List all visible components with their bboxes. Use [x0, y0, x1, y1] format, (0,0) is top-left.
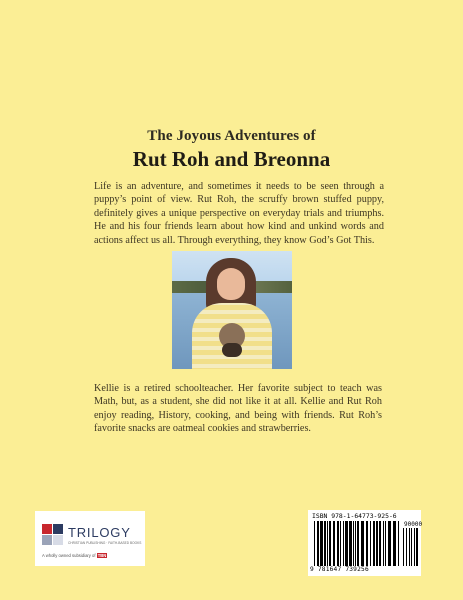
- barcode-bar: [393, 521, 396, 566]
- price-code: 90000: [404, 521, 423, 528]
- barcode-bar: [327, 521, 328, 566]
- barcode-bar: [357, 521, 359, 566]
- barcode-bar: [324, 521, 326, 566]
- barcode-bar: [388, 521, 391, 566]
- barcode-bar: [398, 521, 399, 566]
- barcode-bar: [416, 528, 418, 566]
- barcode-bar: [403, 528, 404, 566]
- isbn-barcode: [308, 510, 421, 576]
- publisher-subsidiary-line: A wholly owned subsidiary of TBN: [42, 553, 107, 558]
- barcode-bar: [385, 521, 386, 566]
- author-photo: [172, 251, 292, 369]
- barcode-bar: [329, 521, 331, 566]
- barcode-bar: [361, 521, 364, 566]
- barcode-bar: [353, 521, 354, 566]
- publisher-tagline: CHRISTIAN PUBLISHING · FAITH-BASED BOOKS: [68, 541, 142, 545]
- barcode-bar: [414, 528, 415, 566]
- publisher-name: TRILOGY: [68, 525, 131, 540]
- barcode-bar: [379, 521, 381, 566]
- isbn-text: ISBN 978-1-64773-925-6: [312, 512, 397, 520]
- barcode-bar: [337, 521, 339, 566]
- barcode-bar: [409, 528, 410, 566]
- barcode-bar: [411, 528, 412, 566]
- tbn-logo: TBN: [97, 553, 107, 558]
- barcode-bar: [314, 521, 315, 566]
- barcode-bar: [366, 521, 368, 566]
- barcode-bar: [317, 521, 319, 566]
- trilogy-mark-icon: [42, 524, 64, 546]
- barcode-bar: [373, 521, 375, 566]
- book-title: [0, 128, 463, 172]
- barcode-bar: [383, 521, 384, 566]
- author-bio: Kellie is a retired schoolteacher. Her favorite subject to teach was Math, but, as a student, she did not like it at all. Kellie and Rut Roh enjoy reading, History, cooking, and being with friends. Rut Roh’s favorite snacks are oatmeal cookies and strawberries.: [94, 383, 382, 435]
- barcode-bar: [370, 521, 371, 566]
- barcode-bar: [349, 521, 352, 566]
- barcode-bar: [343, 521, 344, 566]
- barcode-digits: 9 781647 739256: [310, 566, 369, 573]
- title-line-small: The Joyous Adventures of: [147, 128, 316, 144]
- book-blurb: Life is an adventure, and sometimes it needs to be seen through a puppy’s point of view. Rut Roh, the scruffy brown stuffed puppy, definitely gives a unique perspective on everyday trials and triumphs. He and his four friends learn about how kind and unkind words and actions affect us all. Through everything, they know God’s Got This.: [94, 181, 384, 246]
- barcode-bar: [376, 521, 378, 566]
- barcode-bar: [320, 521, 323, 566]
- barcode-bar: [355, 521, 356, 566]
- barcode-bar: [406, 528, 407, 566]
- addon-barcode-bars: [403, 528, 419, 566]
- barcode-bar: [345, 521, 348, 566]
- barcode-bars: [314, 521, 400, 566]
- barcode-bar: [333, 521, 335, 566]
- publisher-logo: [35, 511, 145, 566]
- title-line-large: Rut Roh and Breonna: [132, 147, 331, 171]
- barcode-bar: [340, 521, 341, 566]
